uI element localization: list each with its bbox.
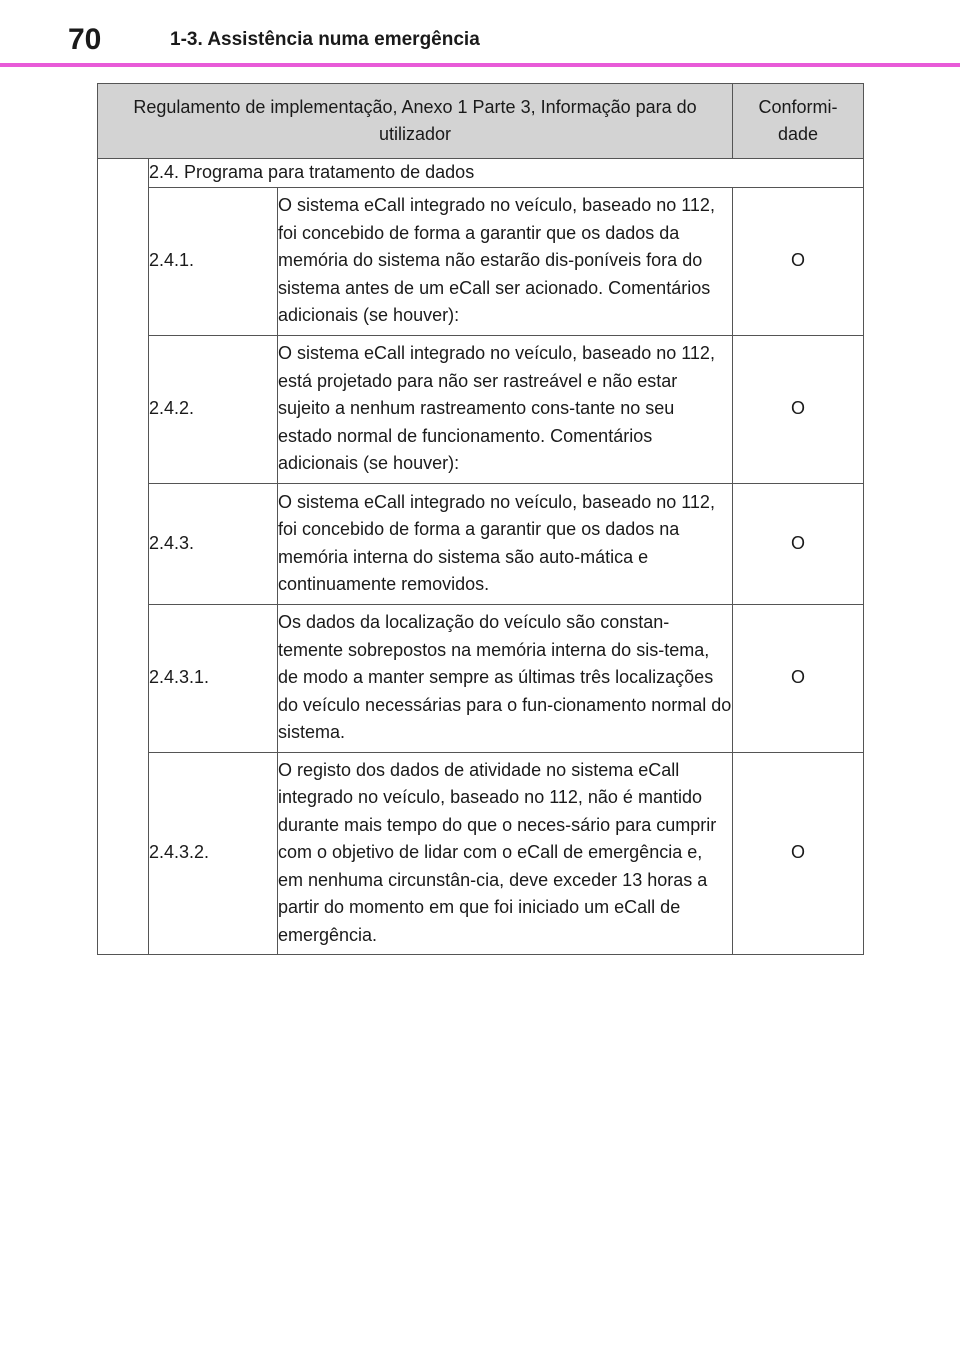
row-number: 2.4.3. <box>149 483 278 604</box>
row-text: O sistema eCall integrado no veículo, baseado no 112, está projetado para não ser rastreável e não estar sujeito a nenhum rastreamento cons-tante no seu estado normal de funcionamento. Comentários adicionais (se houver): <box>278 335 733 483</box>
page-number: 70 <box>68 23 102 56</box>
header-conformity: Conformi-dade <box>733 84 864 159</box>
table-row <box>98 752 864 954</box>
row-text: O sistema eCall integrado no veículo, baseado no 112, foi concebido de forma a garantir que os dados na memória interna do sistema são auto-mática e continuamente removidos. <box>278 483 733 604</box>
group-row <box>98 159 864 188</box>
section-title: 1-3. Assistência numa emergência <box>170 29 480 50</box>
row-number: 2.4.1. <box>149 187 278 335</box>
row-conformity: O <box>733 335 864 483</box>
table-row <box>98 483 864 604</box>
header-regulation: Regulamento de implementação, Anexo 1 Parte 3, Informação para do utilizador <box>98 84 733 159</box>
row-conformity: O <box>733 187 864 335</box>
regulation-table <box>97 83 864 955</box>
row-text: O sistema eCall integrado no veículo, baseado no 112, foi concebido de forma a garantir que os dados da memória do sistema não estarão dis-poníveis fora do sistema antes de um eCall ser acionado. Comentários adicionais (se houver): <box>278 187 733 335</box>
table-row <box>98 187 864 335</box>
group-title: 2.4. Programa para tratamento de dados <box>149 159 864 188</box>
row-conformity: O <box>733 483 864 604</box>
row-number: 2.4.2. <box>149 335 278 483</box>
page-header <box>0 0 960 66</box>
header-rule <box>0 63 960 67</box>
row-conformity: O <box>733 604 864 752</box>
row-text: Os dados da localização do veículo são constan-temente sobrepostos na memória interna do sis-tema, de modo a manter sempre as últimas três localizações do veículo necessárias para o fun-cionamento normal do sistema. <box>278 604 733 752</box>
row-number: 2.4.3.1. <box>149 604 278 752</box>
table-row <box>98 604 864 752</box>
blank-side-cell <box>98 159 149 955</box>
row-number: 2.4.3.2. <box>149 752 278 954</box>
row-text: O registo dos dados de atividade no sistema eCall integrado no veículo, baseado no 112, não é mantido durante mais tempo do que o neces-sário para cumprir com o objetivo de lidar com o eCall de emergência e, em nenhuma circunstân-cia, deve exceder 13 horas a partir do momento em que foi iniciado um eCall de emergência. <box>278 752 733 954</box>
row-conformity: O <box>733 752 864 954</box>
table-header-row <box>98 84 864 159</box>
table-row <box>98 335 864 483</box>
